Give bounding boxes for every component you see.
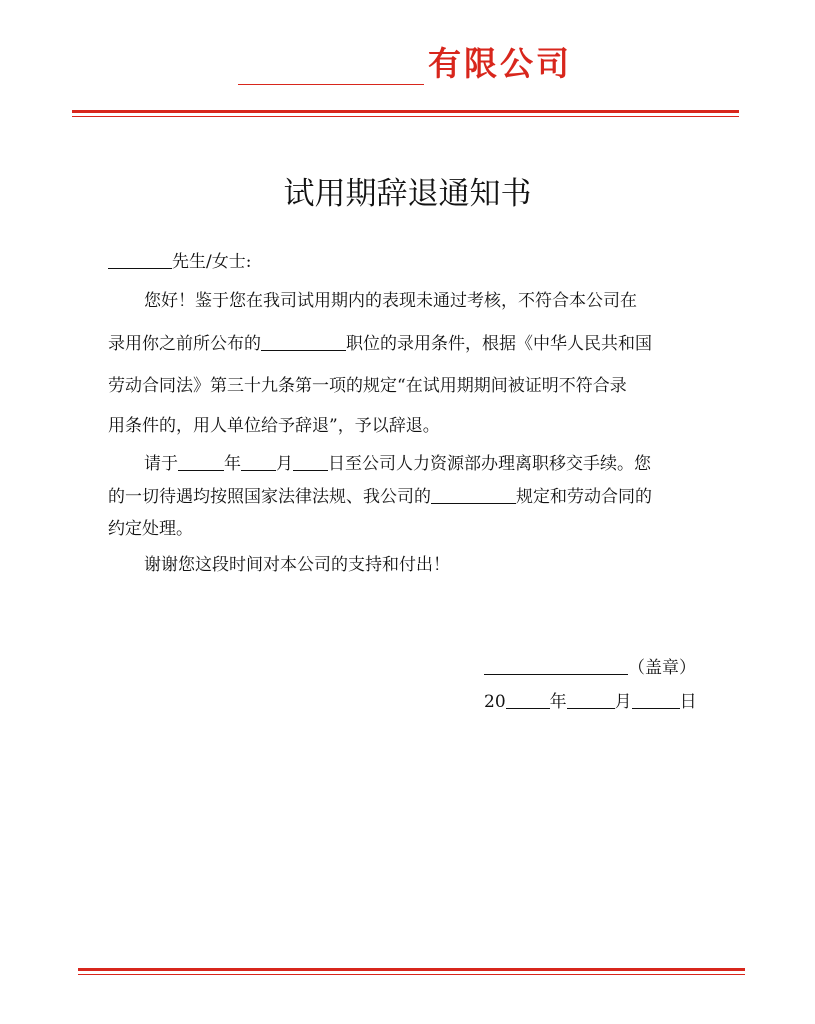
sign-day-blank [632, 688, 680, 709]
paragraph2-year-label: 年 [224, 454, 241, 474]
paragraph2-line2-a: 的一切待遇均按照国家法律法规、我公司的 [108, 487, 431, 507]
sign-day-label: 日 [679, 692, 697, 712]
seal-line [484, 654, 696, 682]
document-title: 试用期辞退通知书 [283, 176, 532, 212]
name-blank [108, 248, 172, 269]
paragraph1-line3: 劳动合同法》第三十九条第一项的规定“在试用期期间被证明不符合录 [108, 376, 627, 396]
seal-label: （盖章） [628, 658, 696, 678]
footer-rule-thin [78, 974, 745, 975]
sign-month-label: 月 [614, 692, 632, 712]
seal-blank [484, 654, 628, 675]
paragraph2-month-label: 月 [276, 454, 293, 474]
date-line [484, 688, 697, 716]
year-prefix: 20 [484, 692, 506, 712]
position-blank [261, 330, 346, 351]
paragraph1-line2 [108, 330, 652, 358]
paragraph2-line1-rest: 日至公司人力资源部办理离职移交手续。您 [328, 454, 651, 474]
paragraph2-qingyu: 请于 [144, 454, 178, 474]
salutation-text: 先生/女士: [172, 252, 252, 272]
paragraph1-line2-b: 职位的录用条件，根据《中华人民共和国 [346, 334, 652, 354]
paragraph1-line4: 用条件的，用人单位给予辞退”，予以辞退。 [108, 416, 440, 436]
company-suffix: 有限公司 [428, 44, 572, 83]
paragraph1-line2-a: 录用你之前所公布的 [108, 334, 261, 354]
paragraph2-line1 [144, 450, 651, 478]
header-rule-thin [72, 116, 739, 117]
footer-rule-thick [78, 968, 745, 971]
paragraph2-line2-b: 规定和劳动合同的 [516, 487, 652, 507]
paragraph3: 谢谢您这段时间对本公司的支持和付出！ [144, 555, 450, 575]
paragraph2-line3: 约定处理。 [108, 519, 193, 539]
month-blank [241, 450, 276, 471]
paragraph1-line1: 您好！鉴于您在我司试用期内的表现未通过考核，不符合本公司在 [144, 291, 637, 311]
sign-year-label: 年 [549, 692, 567, 712]
day-blank [293, 450, 328, 471]
sign-month-blank [567, 688, 615, 709]
regulation-blank [431, 483, 516, 504]
year-blank [178, 450, 224, 471]
salutation-line [108, 248, 251, 276]
company-name-blank [238, 60, 424, 85]
paragraph2-line2 [108, 483, 652, 511]
header-rule-thick [72, 110, 739, 113]
sign-year-blank [506, 688, 550, 709]
